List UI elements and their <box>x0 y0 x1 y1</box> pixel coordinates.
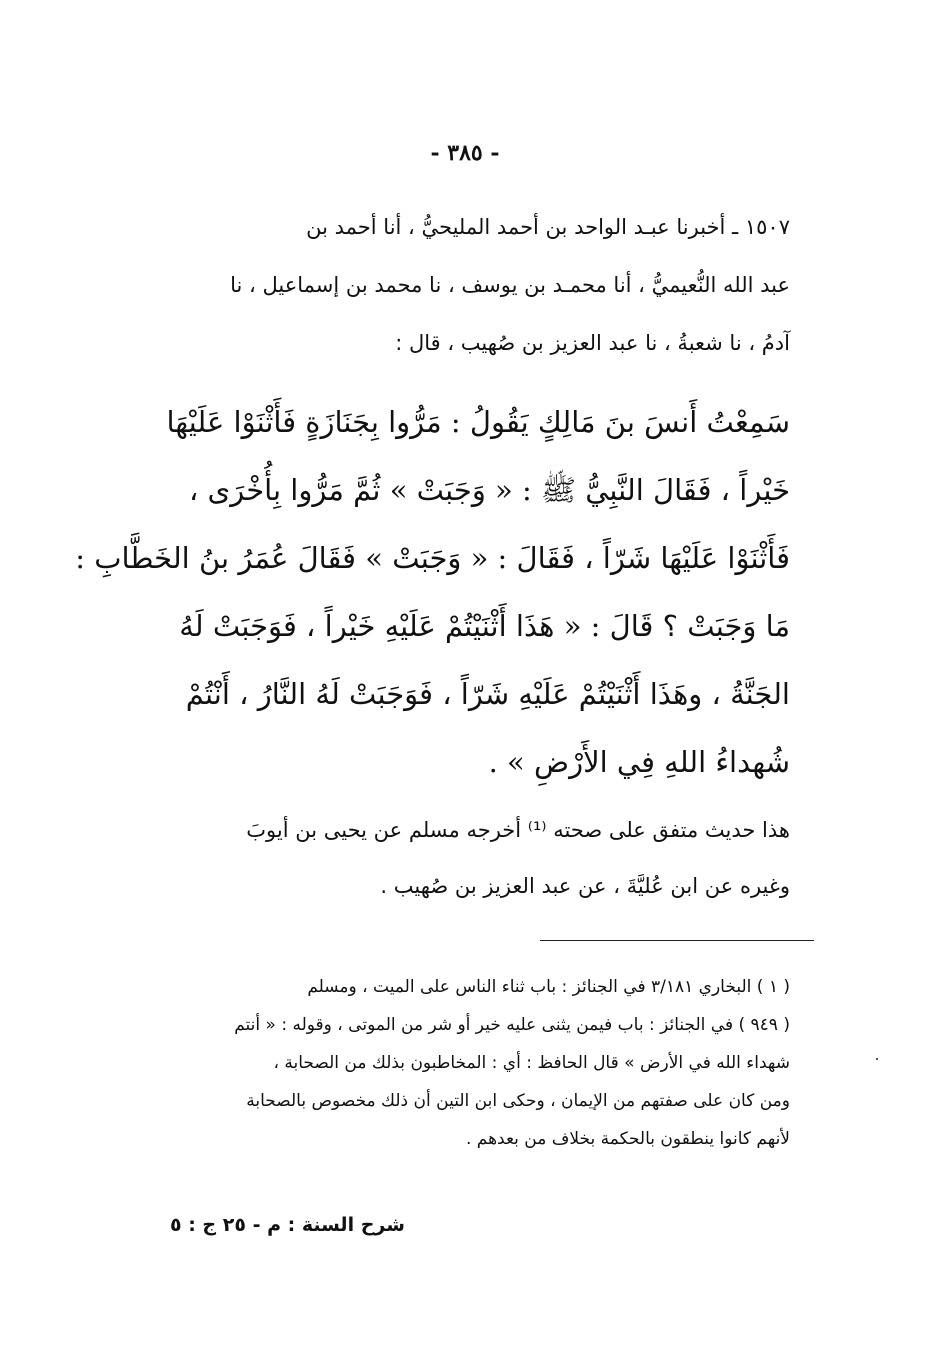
footnote-separator <box>540 940 814 941</box>
footnote-line: لأنهم كانوا ينطقون بالحكمة بخلاف من بعدهم . <box>465 1129 790 1149</box>
isnad-line: ١٥٠٧ ـ أخبرنا عبـد الواحد بن أحمد المليحيُّ ، أنا أحمد بن <box>306 215 790 239</box>
hadith-line: فَأَثْنَوْا عَلَيْهَا شَرّاً ، فَقَالَ : « وَجَبَتْ » فَقَالَ عُمَرُ بنُ الخَطَّابِ : <box>75 541 790 575</box>
footnote-line: ( ٩٤٩ ) في الجنائز : باب فيمن يثنى عليه خير أو شر من الموتى ، وقوله : « أنتم <box>234 1015 790 1035</box>
hadith-line: شُهداءُ اللهِ فِي الأَرْضِ » . <box>488 745 790 779</box>
footnote-line: ومن كان على صفتهم من الإيمان ، وحكى ابن التين أن ذلك مخصوص بالصحابة <box>246 1091 790 1111</box>
footnote-line: ( ١ ) البخاري ٣/١٨١ في الجنائز : باب ثناء الناس على الميت ، ومسلم <box>307 977 790 997</box>
commentary-line: وغيره عن ابن عُليَّةَ ، عن عبد العزيز بن صُهيب . <box>380 874 790 898</box>
isnad-line: عبد الله النُّعيميُّ ، أنا محمـد بن يوسف ، نا محمد بن إسماعيل ، نا <box>230 273 790 297</box>
isnad-line: آدمُ ، نا شعبةُ ، نا عبد العزيز بن صُهيب ، قال : <box>395 331 790 355</box>
hadith-line: الجَنَّةُ ، وهَذَا أَثْنَيْتُمْ عَلَيْهِ شَرّاً ، فَوَجَبَتْ لَهُ النَّارُ ، أَنْتُمْ <box>185 677 790 711</box>
hadith-line: خَيْراً ، فَقَالَ النَّبِيُّ ﷺ : « وَجَبَتْ » ثُمَّ مَرُّوا بِأُخْرَى ، <box>188 473 790 507</box>
isnad-paragraph <box>130 198 790 372</box>
hadith-text <box>75 388 790 796</box>
printer-signature: شرح السنة : م - ٢٥ ج : ٥ <box>170 1214 405 1236</box>
commentary-line: هذا حديث متفق على صحته ⁽¹⁾ أخرجه مسلم عن يحيى بن أيوبَ <box>246 818 790 842</box>
commentary-paragraph <box>130 802 790 914</box>
footnote-line: شهداء الله في الأرض » قال الحافظ : أي : المخاطبون بذلك من الصحابة ، <box>273 1053 790 1073</box>
hadith-line: مَا وَجَبَتْ ؟ قَالَ : « هَذَا أَثْنَيْتُمْ عَلَيْهِ خَيْراً ، فَوَجَبَتْ لَهُ <box>179 609 790 643</box>
page-number: - ٣٨٥ - <box>430 140 500 166</box>
hadith-line: سَمِعْتُ أَنسَ بنَ مَالِكٍ يَقُولُ : مَرُّوا بِجَنَازَةٍ فَأَثْنَوْا عَلَيْهَا <box>166 405 790 439</box>
margin-dot <box>876 1058 878 1060</box>
footnote <box>130 968 790 1158</box>
